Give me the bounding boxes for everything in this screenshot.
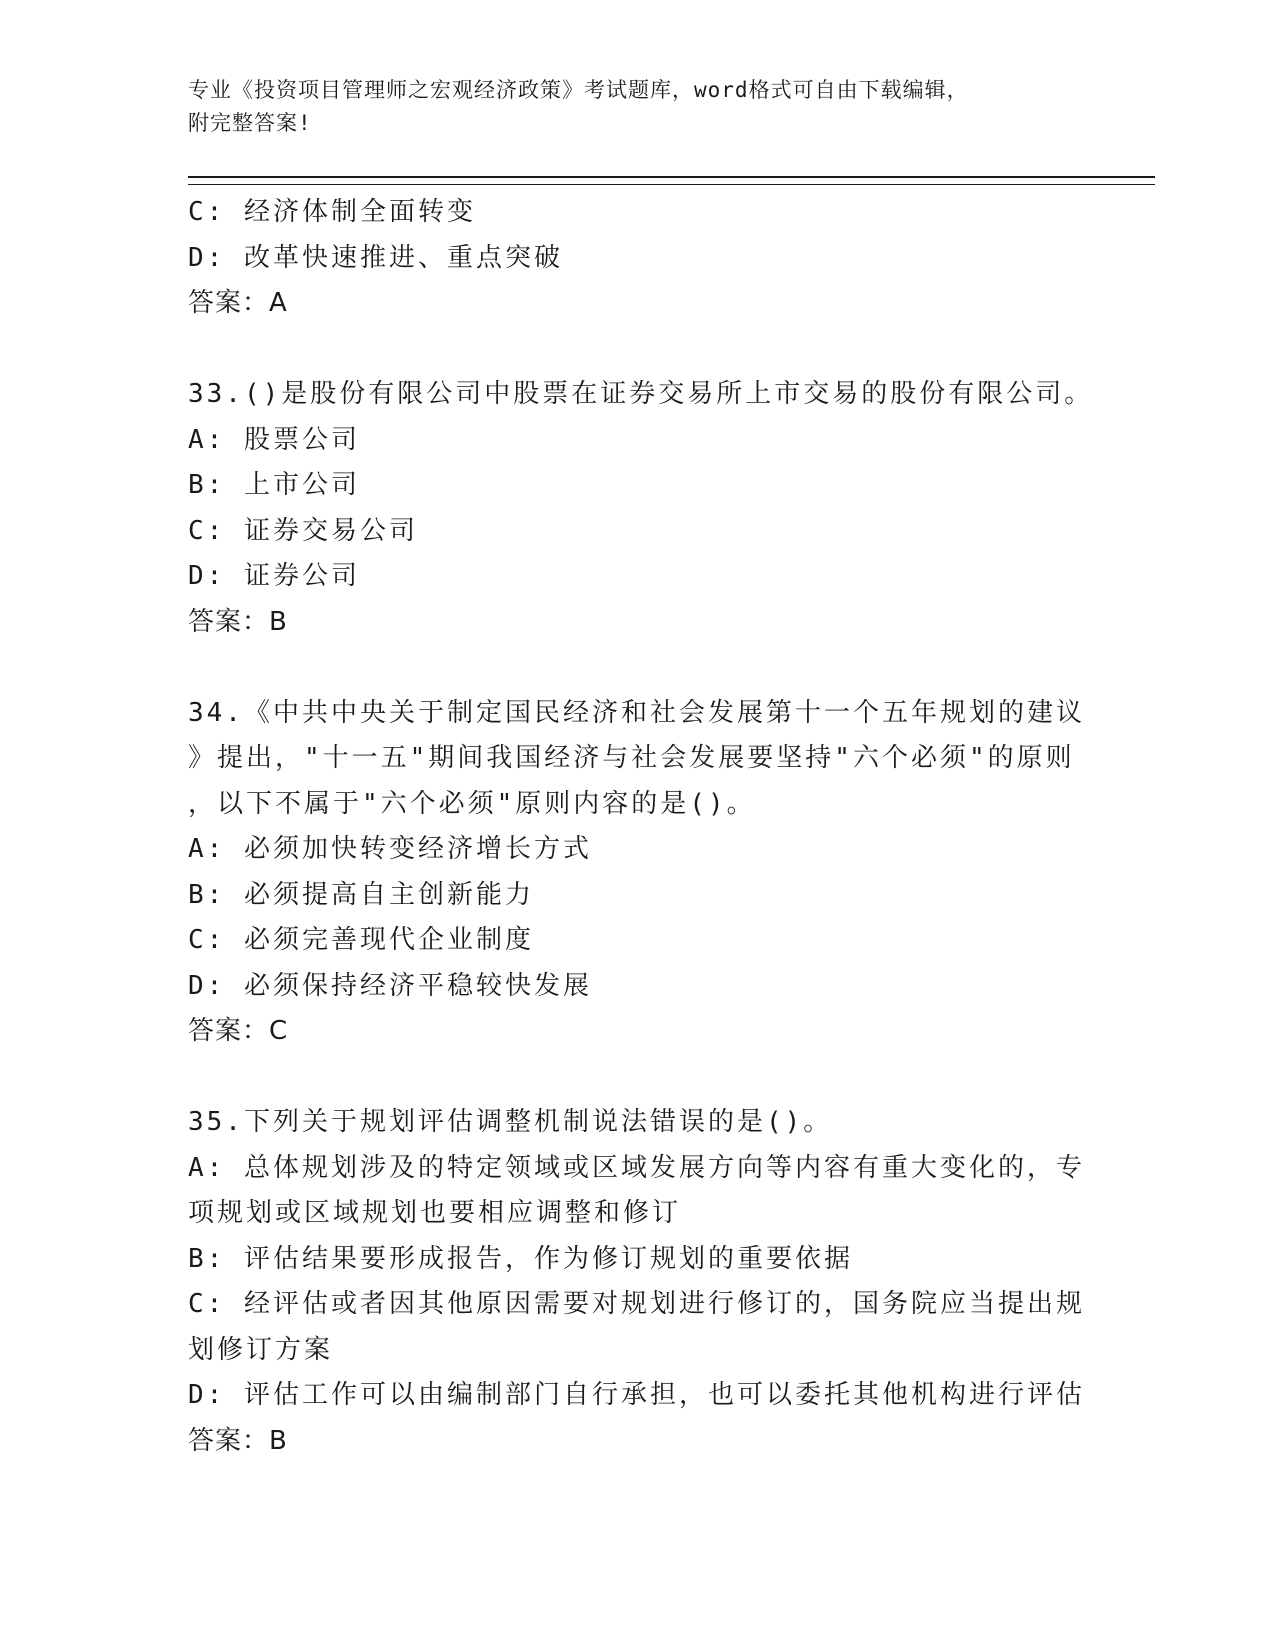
header-line-2: 附完整答案! <box>188 111 312 135</box>
question-stem-line-2: 》提出，"十一五"期间我国经济与社会发展要坚持"六个必须"的原则 <box>188 743 1075 773</box>
header-line-1: 专业《投资项目管理师之宏观经济政策》考试题库，word格式可自由下载编辑， <box>188 78 969 102</box>
answer: 答案：A <box>188 288 288 318</box>
header-divider <box>188 176 1155 185</box>
option-d: D: 改革快速推进、重点突破 <box>188 242 563 273</box>
option-c-line-2: 划修订方案 <box>188 1334 334 1365</box>
option-a: A: 股票公司 <box>188 424 360 455</box>
option-c: C: 必须完善现代企业制度 <box>188 925 534 955</box>
question-stem: 35.下列关于规划评估调整机制说法错误的是()。 <box>188 1107 833 1137</box>
question-33 <box>188 372 1094 645</box>
option-b: B: 评估结果要形成报告，作为修订规划的重要依据 <box>188 1243 853 1274</box>
spacer <box>188 645 1088 691</box>
answer: 答案：B <box>188 1425 288 1456</box>
option-a: A: 必须加快转变经济增长方式 <box>188 834 592 864</box>
question-stem-line-3: ，以下不属于"六个必须"原则内容的是()。 <box>188 788 756 819</box>
question-stem-line-1: 34.《中共中央关于制定国民经济和社会发展第十一个五年规划的建议 <box>188 697 1085 728</box>
option-c: C: 证券交易公司 <box>188 515 418 546</box>
question-35 <box>188 1100 1088 1464</box>
spacer <box>188 327 1088 373</box>
page-header <box>188 74 1088 140</box>
question-32 <box>188 190 1088 327</box>
spacer <box>188 1055 1088 1101</box>
question-34 <box>188 691 1088 1055</box>
option-c-line-1: C: 经评估或者因其他原因需要对规划进行修订的，国务院应当提出规 <box>188 1289 1085 1319</box>
answer: 答案：B <box>188 606 288 637</box>
option-d: D: 必须保持经济平稳较快发展 <box>188 970 592 1001</box>
option-b: B: 上市公司 <box>188 470 360 500</box>
option-d: D: 评估工作可以由编制部门自行承担，也可以委托其他机构进行评估 <box>188 1380 1085 1410</box>
answer: 答案：C <box>188 1016 289 1046</box>
question-stem: 33.()是股份有限公司中股票在证券交易所上市交易的股份有限公司。 <box>188 379 1094 409</box>
option-b: B: 必须提高自主创新能力 <box>188 879 534 910</box>
option-c: C: 经济体制全面转变 <box>188 197 476 227</box>
question-list <box>188 190 1094 1464</box>
option-a-line-1: A: 总体规划涉及的特定领域或区域发展方向等内容有重大变化的，专 <box>188 1152 1085 1183</box>
option-a-line-2: 项规划或区域规划也要相应调整和修订 <box>188 1198 682 1228</box>
option-d: D: 证券公司 <box>188 561 360 591</box>
